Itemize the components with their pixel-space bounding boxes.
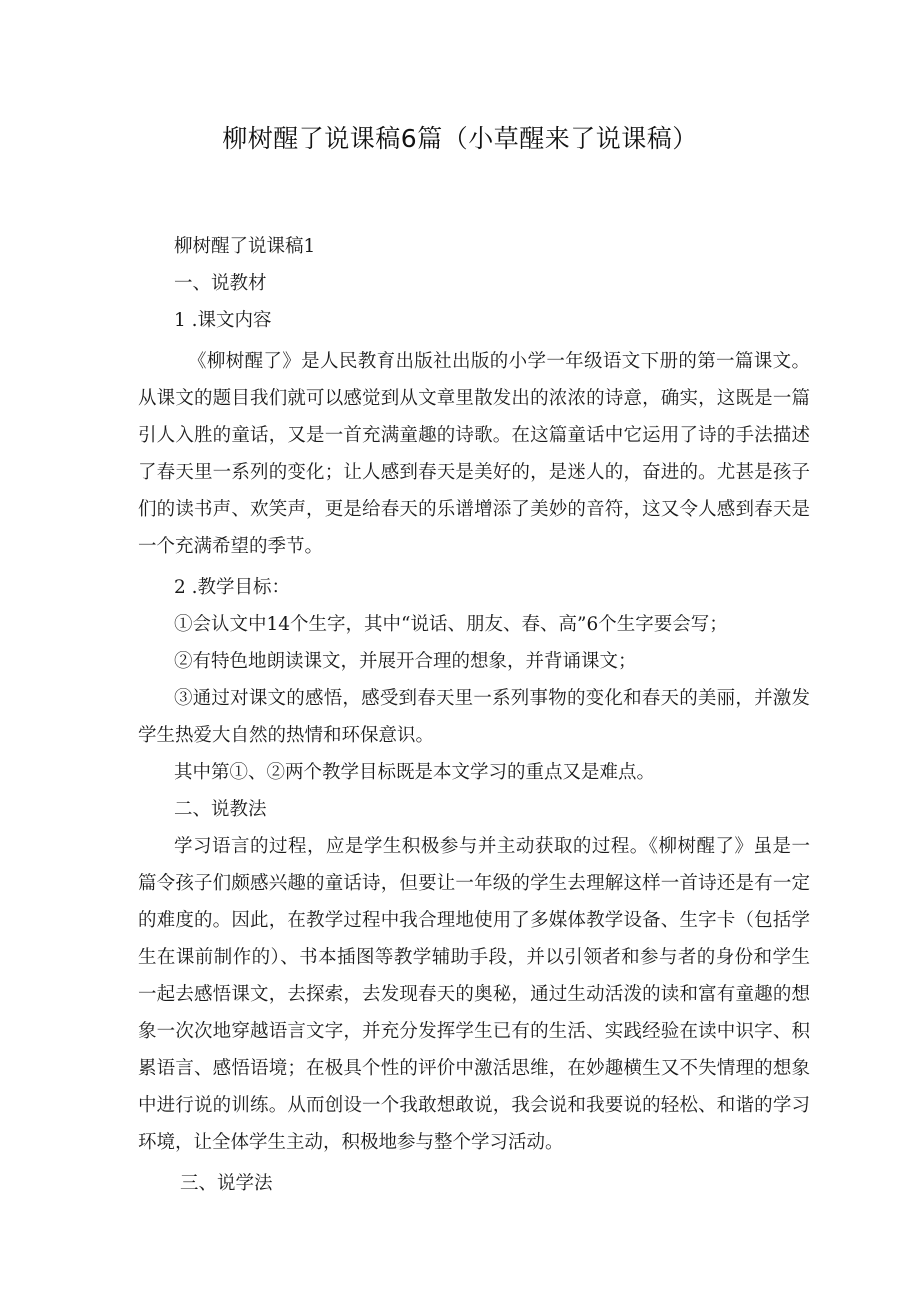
document-body [138, 228, 810, 1202]
heading-teaching-method: 二、说教法 [174, 799, 267, 820]
document-title: 柳树醒了说课稿6篇（小草醒来了说课稿） [222, 124, 698, 153]
paragraph-teaching-method: 学习语言的过程，应是学生积极参与并主动获取的过程。《柳树醒了》虽是一篇令孩子们颇感兴趣的童话诗，但要让一年级的学生去理解这样一首诗还是有一定的难度的。因此，在教学过程中我合理地使用了多媒体教学设备、生字卡（包括学生在课前制作的）、书本插图等教学辅助手段，并以引领者和参与者的身份和学生一起去感悟课文，去探索，去发现春天的奥秘，通过生动活泼的读和富有童趣的想象一次次地穿越语言文字，并充分发挥学生已有的生活、实践经验在读中识字、积累语言、感悟语境；在极具个性的评价中激活思维，在妙趣横生又不失情理的想象中进行说的训练。从而创设一个我敢想敢说，我会说和我要说的轻松、和谐的学习环境，让全体学生主动，积极地参与整个学习活动。 [138, 836, 810, 1153]
subheading-teaching-goals: 2 .教学目标： [174, 577, 291, 598]
heading-learning-method: 三、说学法 [180, 1173, 273, 1194]
subheading-text-content: 1 .课文内容 [174, 310, 272, 331]
section-title: 柳树醒了说课稿1 [174, 236, 316, 257]
goal-item-3: ③通过对课文的感悟，感受到春天里一系列事物的变化和春天的美丽，并激发学生热爱大自然的热情和环保意识。 [138, 688, 810, 746]
goal-item-2: ②有特色地朗读课文，并展开合理的想象，并背诵课文； [174, 651, 637, 672]
paragraph-text-content: 《柳树醒了》是人民教育出版社出版的小学一年级语文下册的第一篇课文。从课文的题目我们就可以感觉到从文章里散发出的浓浓的诗意，确实，这既是一篇引人入胜的童话，又是一首充满童趣的诗歌。在这篇童话中它运用了诗的手法描述了春天里一系列的变化；让人感到春天是美好的，是迷人的，奋进的。尤甚是孩子们的读书声、欢笑声，更是给春天的乐谱增添了美妙的音符，这又令人感到春天是一个充满希望的季节。 [138, 351, 810, 557]
goal-item-1: ①会认文中14个生字，其中“说话、朋友、春、高”6个生字要会写； [174, 614, 728, 635]
heading-teaching-material: 一、说教材 [174, 273, 267, 294]
goal-note: 其中第①、②两个教学目标既是本文学习的重点又是难点。 [174, 762, 656, 783]
